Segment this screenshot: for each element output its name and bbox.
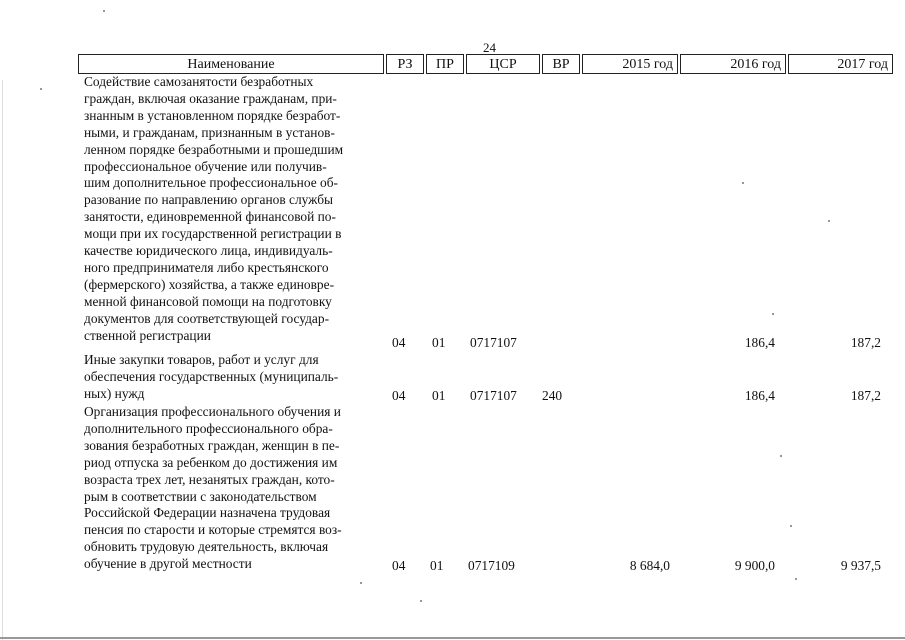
row-3-2017: 9 937,5	[840, 558, 881, 573]
scan-speck	[420, 600, 422, 602]
row-1-line: качестве юридического лица, индивидуаль-	[84, 243, 333, 259]
row-1-name	[84, 74, 384, 345]
row-1-line: ленном порядке безработными и прошедшим	[84, 141, 344, 157]
row-3-2016: 9 900,0	[734, 558, 775, 573]
row-1-line: знанным в установленном порядке безработ-	[84, 107, 341, 123]
row-1-line: документов для соответствующей государ-	[84, 310, 330, 326]
row-3-2015: 8 684,0	[629, 558, 670, 573]
table-header	[78, 54, 893, 76]
header-2017: 2017 год	[788, 54, 893, 74]
header-name: Наименование	[78, 54, 384, 74]
row-1-line: занятости, единовременной финансовой по-	[84, 209, 336, 225]
row-2-line: Иные закупки товаров, работ и услуг для	[84, 352, 319, 367]
scan-speck	[103, 10, 105, 12]
row-1-line: (фермерского) хозяйства, а также единовре-	[84, 276, 335, 292]
row-1-csr: 0717107	[470, 335, 517, 350]
row-2-vr: 240	[542, 388, 563, 403]
header-pr: ПР	[426, 54, 464, 74]
scan-bottom-edge	[0, 637, 905, 639]
row-1-line: Содействие самозанятости безработных	[84, 74, 314, 89]
row-1-line: ного предпринимателя либо крестьянского	[84, 259, 329, 275]
row-2-name	[84, 352, 384, 403]
scan-edge-line	[2, 80, 3, 640]
row-3-line: возраста трех лет, незанятых граждан, кото-	[84, 471, 335, 487]
row-1-line: граждан, включая оказание гражданам, при-	[84, 90, 337, 106]
row-2-line: ных) нужд	[84, 385, 145, 401]
row-1-2016: 186,4	[744, 335, 775, 350]
row-2-csr: 0717107	[470, 388, 517, 403]
row-3-rz: 04	[392, 558, 406, 573]
row-1-line: профессиональное обучение или получив-	[84, 158, 327, 174]
scan-speck	[360, 582, 362, 584]
row-2-pr: 01	[432, 388, 446, 403]
header-csr: ЦСР	[466, 54, 540, 74]
scan-speck	[795, 578, 797, 580]
scan-speck	[40, 88, 42, 90]
row-2-rz: 04	[392, 388, 406, 403]
row-1-line: менной финансовой помощи на подготовку	[84, 293, 332, 309]
row-3-pr: 01	[430, 558, 444, 573]
page-number: 24	[483, 40, 496, 55]
row-1-line: разование по направлению органов службы	[84, 192, 334, 208]
row-1-2017: 187,2	[850, 335, 881, 350]
row-3-line: дополнительного профессионального обра-	[84, 420, 333, 436]
header-vr: ВР	[542, 54, 580, 74]
row-3-csr: 0717109	[468, 558, 515, 573]
row-3-line: рым в соответствии с законодательством	[84, 488, 317, 504]
row-3-line: пенсия по старости и которые стремятся воз-	[84, 522, 342, 538]
scan-speck	[772, 313, 774, 315]
row-3-line: Организация профессионального обучения и	[84, 404, 341, 419]
row-1-pr: 01	[432, 335, 446, 350]
row-3-line: обновить трудовую деятельность, включая	[84, 539, 329, 555]
header-2015: 2015 год	[582, 54, 678, 74]
row-1-rz: 04	[392, 335, 406, 350]
scan-speck	[780, 455, 782, 457]
row-1-line: шим дополнительное профессиональное об-	[84, 175, 338, 191]
header-2016: 2016 год	[680, 54, 786, 74]
row-1-line: ными, и гражданам, признанным в установ-	[84, 124, 335, 140]
row-3-name	[84, 404, 384, 573]
scan-speck	[790, 525, 792, 527]
row-2-2017: 187,2	[850, 388, 881, 403]
row-3-line: обучение в другой местности	[84, 556, 252, 572]
header-rz: РЗ	[386, 54, 424, 74]
scan-speck	[742, 182, 744, 184]
row-1-line: ственной регистрации	[84, 327, 211, 343]
row-2-line: обеспечения государственных (муниципаль-	[84, 368, 339, 384]
row-2-2016: 186,4	[744, 388, 775, 403]
row-3-line: зования безработных граждан, женщин в пе-	[84, 437, 340, 453]
row-3-line: Российской Федерации назначена трудовая	[84, 505, 331, 521]
row-1-line: мощи при их государственной регистрации в	[84, 226, 342, 242]
scan-speck	[828, 220, 830, 222]
row-3-line: риод отпуска за ребенком до достижения им	[84, 454, 338, 470]
